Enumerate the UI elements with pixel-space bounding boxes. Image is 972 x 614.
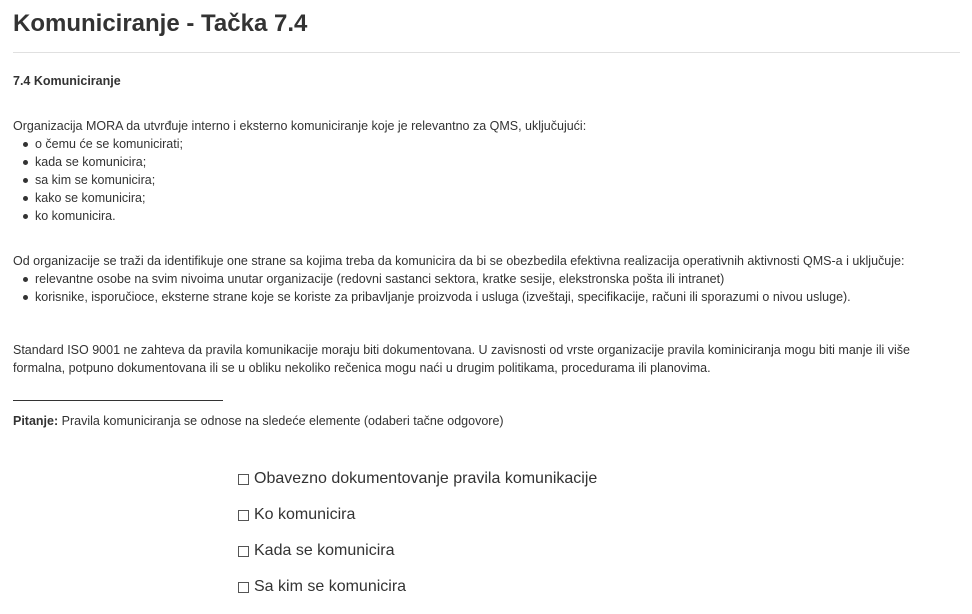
section-communication-requirements xyxy=(13,117,586,225)
answer-checkbox[interactable] xyxy=(238,474,249,485)
page-title: Komuniciranje - Tačka 7.4 xyxy=(13,10,308,37)
question-label: Pitanje: xyxy=(13,414,59,428)
list-item: ko komunicira. xyxy=(13,207,586,225)
answer-option[interactable] xyxy=(238,542,597,560)
requirements-intro: Organizacija MORA da utvrđuje interno i eksterno komuniciranje koje je relevantno za QMS, uključujući: xyxy=(13,119,587,133)
answer-checkbox[interactable] xyxy=(238,546,249,557)
question-text: Pravila komuniciranja se odnose na sledeće elemente (odaberi tačne odgovore) xyxy=(58,414,504,428)
list-item: relevantne osobe na svim nivoima unutar organizacije (redovni sastanci sektora, kratke sesije, elekstronska pošta ili intranet) xyxy=(13,270,968,288)
answer-checkbox[interactable] xyxy=(238,510,249,521)
answer-options xyxy=(238,470,597,614)
answer-checkbox[interactable] xyxy=(238,582,249,593)
parties-list xyxy=(13,270,968,306)
section-parties xyxy=(13,252,968,306)
answer-option[interactable] xyxy=(238,578,597,596)
list-item: kada se komunicira; xyxy=(13,153,586,171)
answer-label[interactable]: Obavezno dokumentovanje pravila komunikacije xyxy=(254,470,598,487)
list-item: kako se komunicira; xyxy=(13,189,586,207)
list-item: korisnike, isporučioce, eksterne strane koje se koriste za pribavljanje proizvoda i usluga (izveštaji, specifikacije, računi ili sporazumi o nivou usluge). xyxy=(13,288,968,306)
standard-note: Standard ISO 9001 ne zahteva da pravila komunikacije moraju biti dokumentovana. U zavisnosti od vrste organizacije pravila kominiciranja mogu biti manje ili više formalna, potpuno dokumentovana ili se u obliku nekoliko rečenica mogu naći u drugim politikama, procedurama ili planovima. xyxy=(13,343,910,375)
answer-option[interactable] xyxy=(238,470,597,488)
requirements-list xyxy=(13,135,586,225)
section-subheading: 7.4 Komuniciranje xyxy=(13,74,121,88)
list-item: o čemu će se komunicirati; xyxy=(13,135,586,153)
parties-intro: Od organizacije se traži da identifikuje one strane sa kojima treba da komunicira da bi se obezbedila efektivna realizacija operativnih aktivnosti QMS-a i uključuje: xyxy=(13,254,905,268)
title-divider xyxy=(13,52,960,53)
answer-label[interactable]: Ko komunicira xyxy=(254,506,356,523)
answer-option[interactable] xyxy=(238,506,597,524)
question xyxy=(13,412,504,430)
list-item: sa kim se komunicira; xyxy=(13,171,586,189)
answer-label[interactable]: Sa kim se komunicira xyxy=(254,578,407,595)
question-separator xyxy=(13,400,223,401)
answer-label[interactable]: Kada se komunicira xyxy=(254,542,395,559)
